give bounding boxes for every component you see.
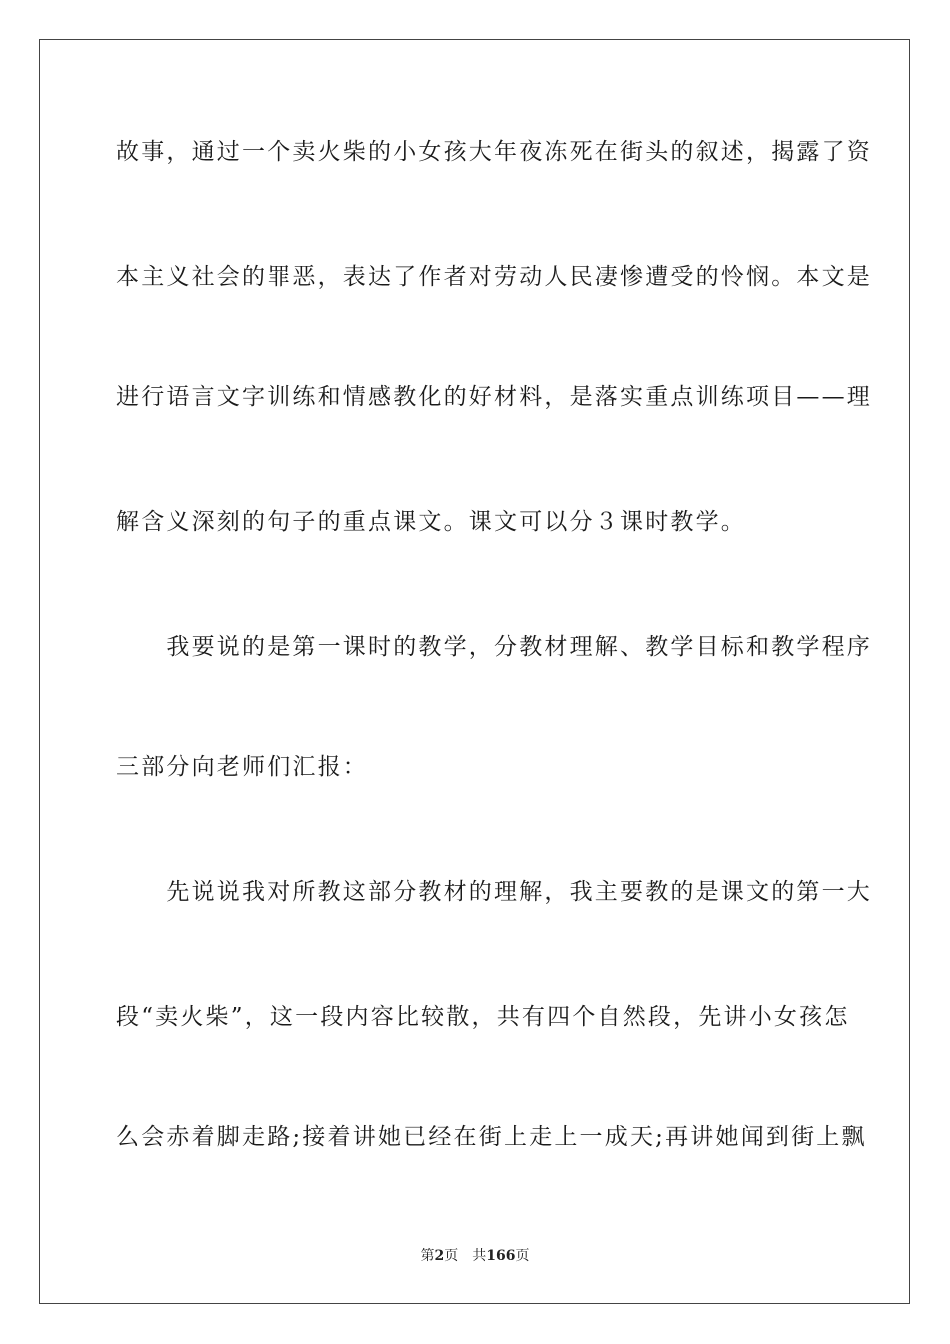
text-line: 三部分向老师们汇报： (116, 754, 368, 780)
page-number: 2 (434, 1248, 445, 1264)
total-suffix: 页 (515, 1248, 530, 1264)
text-line: 我要说的是第一课时的教学，分教材理解、教学目标和教学程序 (116, 634, 872, 660)
text-line: 进行语言文字训练和情感教化的好材料，是落实重点训练项目——理 (116, 384, 872, 410)
page-suffix: 页 (444, 1248, 459, 1264)
text-line: 故事，通过一个卖火柴的小女孩大年夜冻死在街头的叙述，揭露了资 (116, 139, 872, 165)
page-prefix: 第 (420, 1248, 435, 1264)
text-line: 么会赤着脚走路;接着讲她已经在街上走上一成天;再讲她闻到街上飘 (116, 1124, 867, 1150)
page-border (39, 39, 910, 1304)
text-line: 本主义社会的罪恶，表达了作者对劳动人民凄惨遭受的怜悯。本文是 (116, 264, 872, 290)
text-line: 解含义深刻的句子的重点课文。课文可以分３课时教学。 (116, 509, 746, 535)
text-line: 段“卖火柴”，这一段内容比较散，共有四个自然段，先讲小女孩怎 (116, 1004, 850, 1030)
page-footer (0, 1247, 950, 1265)
text-line: 先说说我对所教这部分教材的理解，我主要教的是课文的第一大 (116, 879, 872, 905)
total-prefix: 共 (472, 1248, 487, 1264)
total-pages: 166 (486, 1248, 516, 1264)
